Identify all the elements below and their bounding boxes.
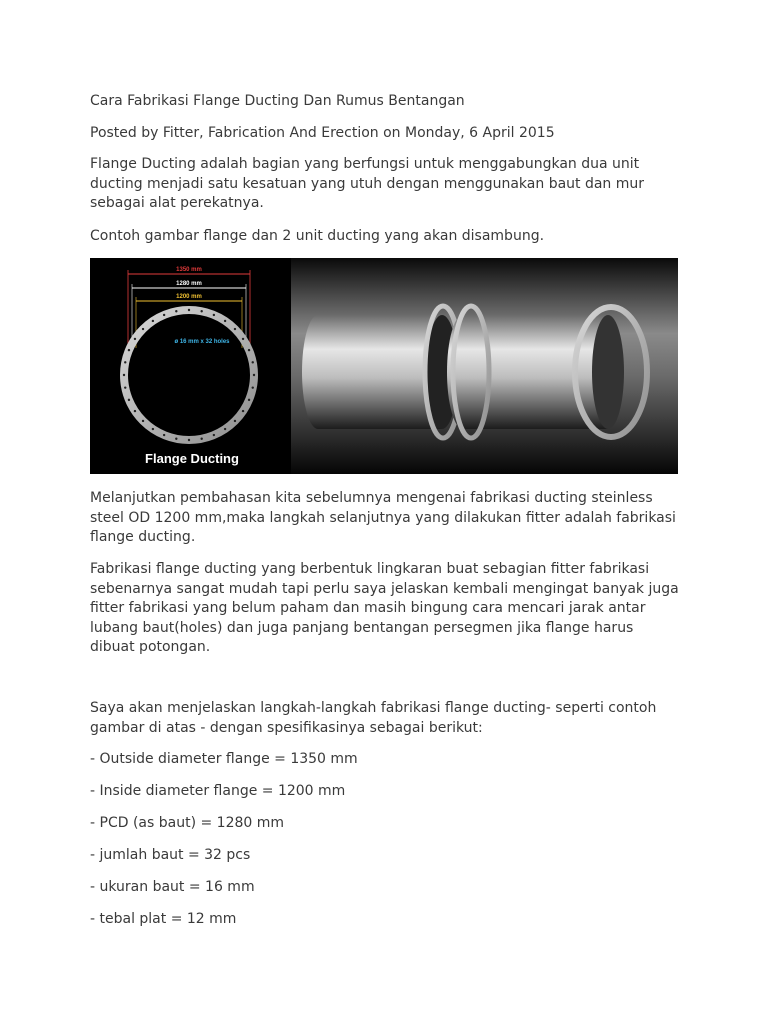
bolt-hole [200,310,202,312]
spec-item: - jumlah baut = 32 pcs [90,847,251,863]
bolt-hole [234,328,236,330]
bolt-hole [175,438,177,440]
spec-item: - tebal plat = 12 mm [90,911,237,927]
inner-dimension-label: 1200 mm [176,294,202,300]
flange-ducting-illustration [90,258,678,474]
bolt-hole [152,320,154,322]
bolt-hole [200,438,202,440]
bolt-hole [163,314,165,316]
spec-item: - PCD (as baut) = 1280 mm [90,815,285,831]
duct-right [447,315,624,429]
bolt-hole [128,349,130,351]
holes-label: ø 16 mm x 32 holes [174,339,230,345]
bolt-hole [188,309,190,311]
spec-item: - Inside diameter flange = 1200 mm [90,783,346,799]
bolt-hole [242,338,244,340]
bolt-hole [224,320,226,322]
bolt-hole [163,434,165,436]
bolt-hole [134,410,136,412]
paragraph-3: Fabrikasi flange ducting yang berbentuk lingkaran buat sebagian fitter fabrikasi sebenarnya sangat mudah tapi perlu saya jelaskan kembali mengingat banyak juga fitter fabrikasi yang belum paham dan masih bingung cara mencari jarak antar lubang baut(holes) dan juga panjang bentangan persegmen jika flange harus dibuat potongan. [90,561,679,655]
bolt-hole [152,428,154,430]
bolt-hole [142,420,144,422]
bolt-hole [213,314,215,316]
duct-left [302,315,458,429]
bolt-hole [252,386,254,388]
paragraph-4: Saya akan menjelaskan langkah-langkah fabrikasi flange ducting- seperti contoh gambar di atas - dengan spesifikasinya sebagai berikut: [90,700,657,736]
document-title: Cara Fabrikasi Flange Ducting Dan Rumus Bentangan [90,93,465,109]
figure-caption: Flange Ducting [145,451,239,466]
bolt-hole [248,349,250,351]
bolt-hole [242,410,244,412]
outer-dimension-label: 1350 mm [176,267,202,273]
bolt-hole [175,310,177,312]
bolt-hole [124,386,126,388]
post-byline: Posted by Fitter, Fabrication And Erection on Monday, 6 April 2015 [90,125,555,141]
spec-item: - ukuran baut = 16 mm [90,879,255,895]
bolt-hole [213,434,215,436]
bolt-hole [252,361,254,363]
bolt-hole [224,428,226,430]
bolt-hole [188,439,190,441]
paragraph-2: Melanjutkan pembahasan kita sebelumnya mengenai fabrikasi ducting steinless steel OD 1200 mm,maka langkah selanjutnya yang dilakukan fitter adalah fabrikasi flange ducting. [90,490,676,545]
bolt-hole [142,328,144,330]
bolt-hole [123,374,125,376]
figure-intro-text: Contoh gambar flange dan 2 unit ducting yang akan disambung. [90,228,545,244]
spec-item: - Outside diameter flange = 1350 mm [90,751,358,767]
bolt-hole [253,374,255,376]
bolt-hole [234,420,236,422]
bolt-hole [248,399,250,401]
bolt-hole [124,361,126,363]
bolt-hole [128,399,130,401]
intro-paragraph: Flange Ducting adalah bagian yang berfungsi untuk menggabungkan dua unit ducting menjadi satu kesatuan yang utuh dengan menggunakan baut dan mur sebagai alat perekatnya. [90,156,645,211]
bolt-hole [134,338,136,340]
pcd-dimension-label: 1280 mm [176,281,202,287]
